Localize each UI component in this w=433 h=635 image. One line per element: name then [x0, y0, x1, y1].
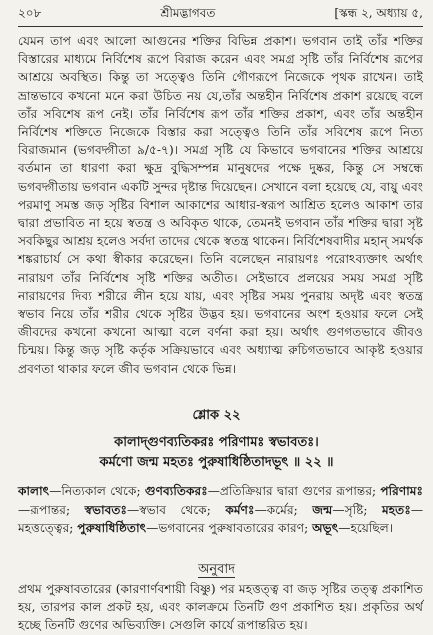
- synonym-term: পুরুষাধিষ্ঠিতাৎ: [77, 521, 147, 535]
- synonyms-list: কালাৎ—নিত্যকাল থেকে; গুণব্যতিকরঃ—প্রতিক্রিয়ার দ্বারা গুণের রূপান্তর; পরিণামঃ—রূপান্তর; স্বভাবতঃ—স্বভাব থেকে; কর্মণঃ—কর্মের; জন্ম—সৃষ্টি; মহতঃ—মহত্তত্ত্বের; পুরুষাধিষ্ঠিতাৎ—ভগবানের পুরুষাবতারের কারণ; অভূৎ—হয়েছিল।: [18, 484, 424, 535]
- verse-line-2: কর্মণো জন্ম মহতঃ পুরুষাধিষ্ঠিতাদভূৎ ॥ ২২ ॥: [99, 455, 334, 470]
- synonym-meaning: মহত্তত্ত্বের;: [18, 521, 74, 535]
- running-header: [18, 6, 423, 24]
- translation-section: [18, 580, 423, 635]
- chapter-reference: [স্কন্ধ ২, অধ্যায় ৫,: [334, 6, 423, 20]
- verse-line-1: কালাদ্‌গুণব্যতিকরঃ পরিণামঃ স্বভাবতঃ।: [114, 435, 319, 450]
- translation-heading-label: অনুবাদ: [198, 562, 235, 577]
- synonym-term: কালাৎ: [18, 484, 50, 498]
- verse-heading: শ্লোক ২২: [192, 408, 241, 423]
- synonym-meaning: নিত্যকাল থেকে;: [61, 484, 141, 498]
- synonyms-section: [18, 482, 423, 538]
- synonym-term: অভূৎ: [312, 521, 339, 535]
- synonym-term: কর্মণঃ: [225, 502, 255, 517]
- synonym-term: জন্ম: [312, 502, 333, 517]
- purport-paragraph: যেমন তাপ এবং আলো আগুনের শক্তির বিভিন্ন প্রকাশ। ভগবান তাই তাঁর শক্তির বিস্তারের মাধ্যমে নির্বিশেষ রূপে বিরাজ করেন এবং সমগ্র সৃষ্টি তাঁর নির্বিশেষ রূপের আশ্রয়ে অবস্থিত। কিন্তু তা সত্ত্বেও তিনি গৌণরূপে নিজেকে পৃথক রাখেন। তাই ভ্রান্তভাবে কখনো মনে করা উচিত নয় যে,তাঁর অন্তহীন নির্বিশেষ প্রকাশ রয়েছে বলে তাঁর সবিশেষ রূপ নেই। তাঁর নির্বিশেষ রূপ তাঁর শক্তির প্রকাশ, এবং তাঁর অন্তহীন নির্বিশেষ শক্তিতে নিজেকে বিস্তার করা সত্ত্বেও তিনি তাঁর সবিশেষ রূপে নিত্য বিরাজমান (ভগবদ্গীতা ৯/৫-৭)। সমগ্র সৃষ্টি যে কিভাবে ভগবানের শক্তির আশ্রয়ে বর্তমান তা ধারণা করা ক্ষুদ্র বুদ্ধিসম্পন্ন মানুষদের পক্ষে দুষ্কর, কিন্তু সে সম্বন্ধে ভগবদ্গীতায় ভগবান একটি সুন্দর দৃষ্টান্ত দিয়েছেন। সেখানে বলা হয়েছে যে, বায়ু এবং পরমাণু সমস্ত জড় সৃষ্টির বিশাল আকাশের আধার-স্বরূপ আশ্রিত হলেও আকাশ তার দ্বারা প্রভাবিত না হয়ে স্বতন্ত্র ও অবিকৃত থাকে, তেমনই ভগবান তাঁর শক্তির দ্বারা সৃষ্ট সবকিছুর আশ্রয় হলেও সর্বদা তাদের থেকে স্বতন্ত্র থাকেন। নির্বিশেষবাদীর মহান্ সমর্থক শঙ্করাচার্য সে কথা স্বীকার করেছেন। তিনি বলেছেন নারায়ণঃ পরোঽব্যক্তাৎ অর্থাৎ নারায়ণ তাঁর নির্বিশেষ সৃষ্টি শক্তির অতীত। সেইভাবে প্রলয়ের সময় সমগ্র সৃষ্টি নারায়ণের দিব্য শরীরে লীন হয়ে যায়, এবং সৃষ্টির সময় পুনরায় অদৃষ্ট এবং স্বতন্ত্র স্বভাব নিয়ে তাঁর শরীর থেকে সৃষ্টির উদ্ভব হয়। ভগবানের অংশ হওয়ার ফলে সেই জীবদের কখনো কখনো আত্মা বলে বর্ণনা করা হয়। অর্থাৎ গুণগতভাবে জীবও চিন্ময়। কিন্তু জড় সৃষ্টি কর্তৃক সক্রিয়ভাবে এবং অধ্যাত্ম রুচিগতভাবে আকৃষ্ট হওয়ার প্রবণতা থাকার ফলে জীব ভগবান থেকে ভিন্ন।: [18, 34, 423, 376]
- synonym-term: পরিণামঃ: [380, 484, 424, 498]
- synonym-meaning: প্রতিক্রিয়ার দ্বারা গুণের রূপান্তর;: [219, 484, 377, 498]
- synonym-meaning: সৃষ্টি;: [344, 502, 368, 517]
- synonym-term: স্বভাবতঃ: [84, 502, 128, 517]
- synonym-meaning: হয়েছিল।: [350, 521, 394, 535]
- synonym-meaning: রূপান্তর;: [30, 502, 71, 517]
- synonym-term: গুণব্যতিকরঃ: [144, 484, 208, 498]
- synonym-meaning: ভগবানের পুরুষাবতারের কারণ;: [158, 521, 309, 535]
- synonym-term: মহতঃ: [382, 502, 411, 517]
- purport-section: [18, 32, 423, 378]
- book-title: শ্রীমদ্ভাগবত: [160, 6, 216, 20]
- synonym-meaning: স্বভাব থেকে;: [139, 502, 211, 517]
- header-divider: [18, 26, 423, 27]
- page-number: ২০৮: [18, 6, 42, 20]
- translation-heading: [0, 560, 433, 581]
- translation-paragraph: প্রথম পুরুষাবতারের (কারণার্ণবশায়ী বিষ্ণু) পর মহত্তত্ত্ব বা জড় সৃষ্টির তত্ত্ব প্রকাশিত হয়, তারপর কাল প্রকট হয়, এবং কালক্রমে তিনটি গুণ প্রকাশিত হয়। প্রকৃতির অর্থ হচ্ছে তিনটি গুণের অভিব্যক্তি। সেগুলি কার্যে রূপান্তরিত হয়।: [18, 582, 423, 633]
- verse-text: [0, 433, 433, 473]
- synonym-meaning: কর্মের;: [266, 502, 298, 517]
